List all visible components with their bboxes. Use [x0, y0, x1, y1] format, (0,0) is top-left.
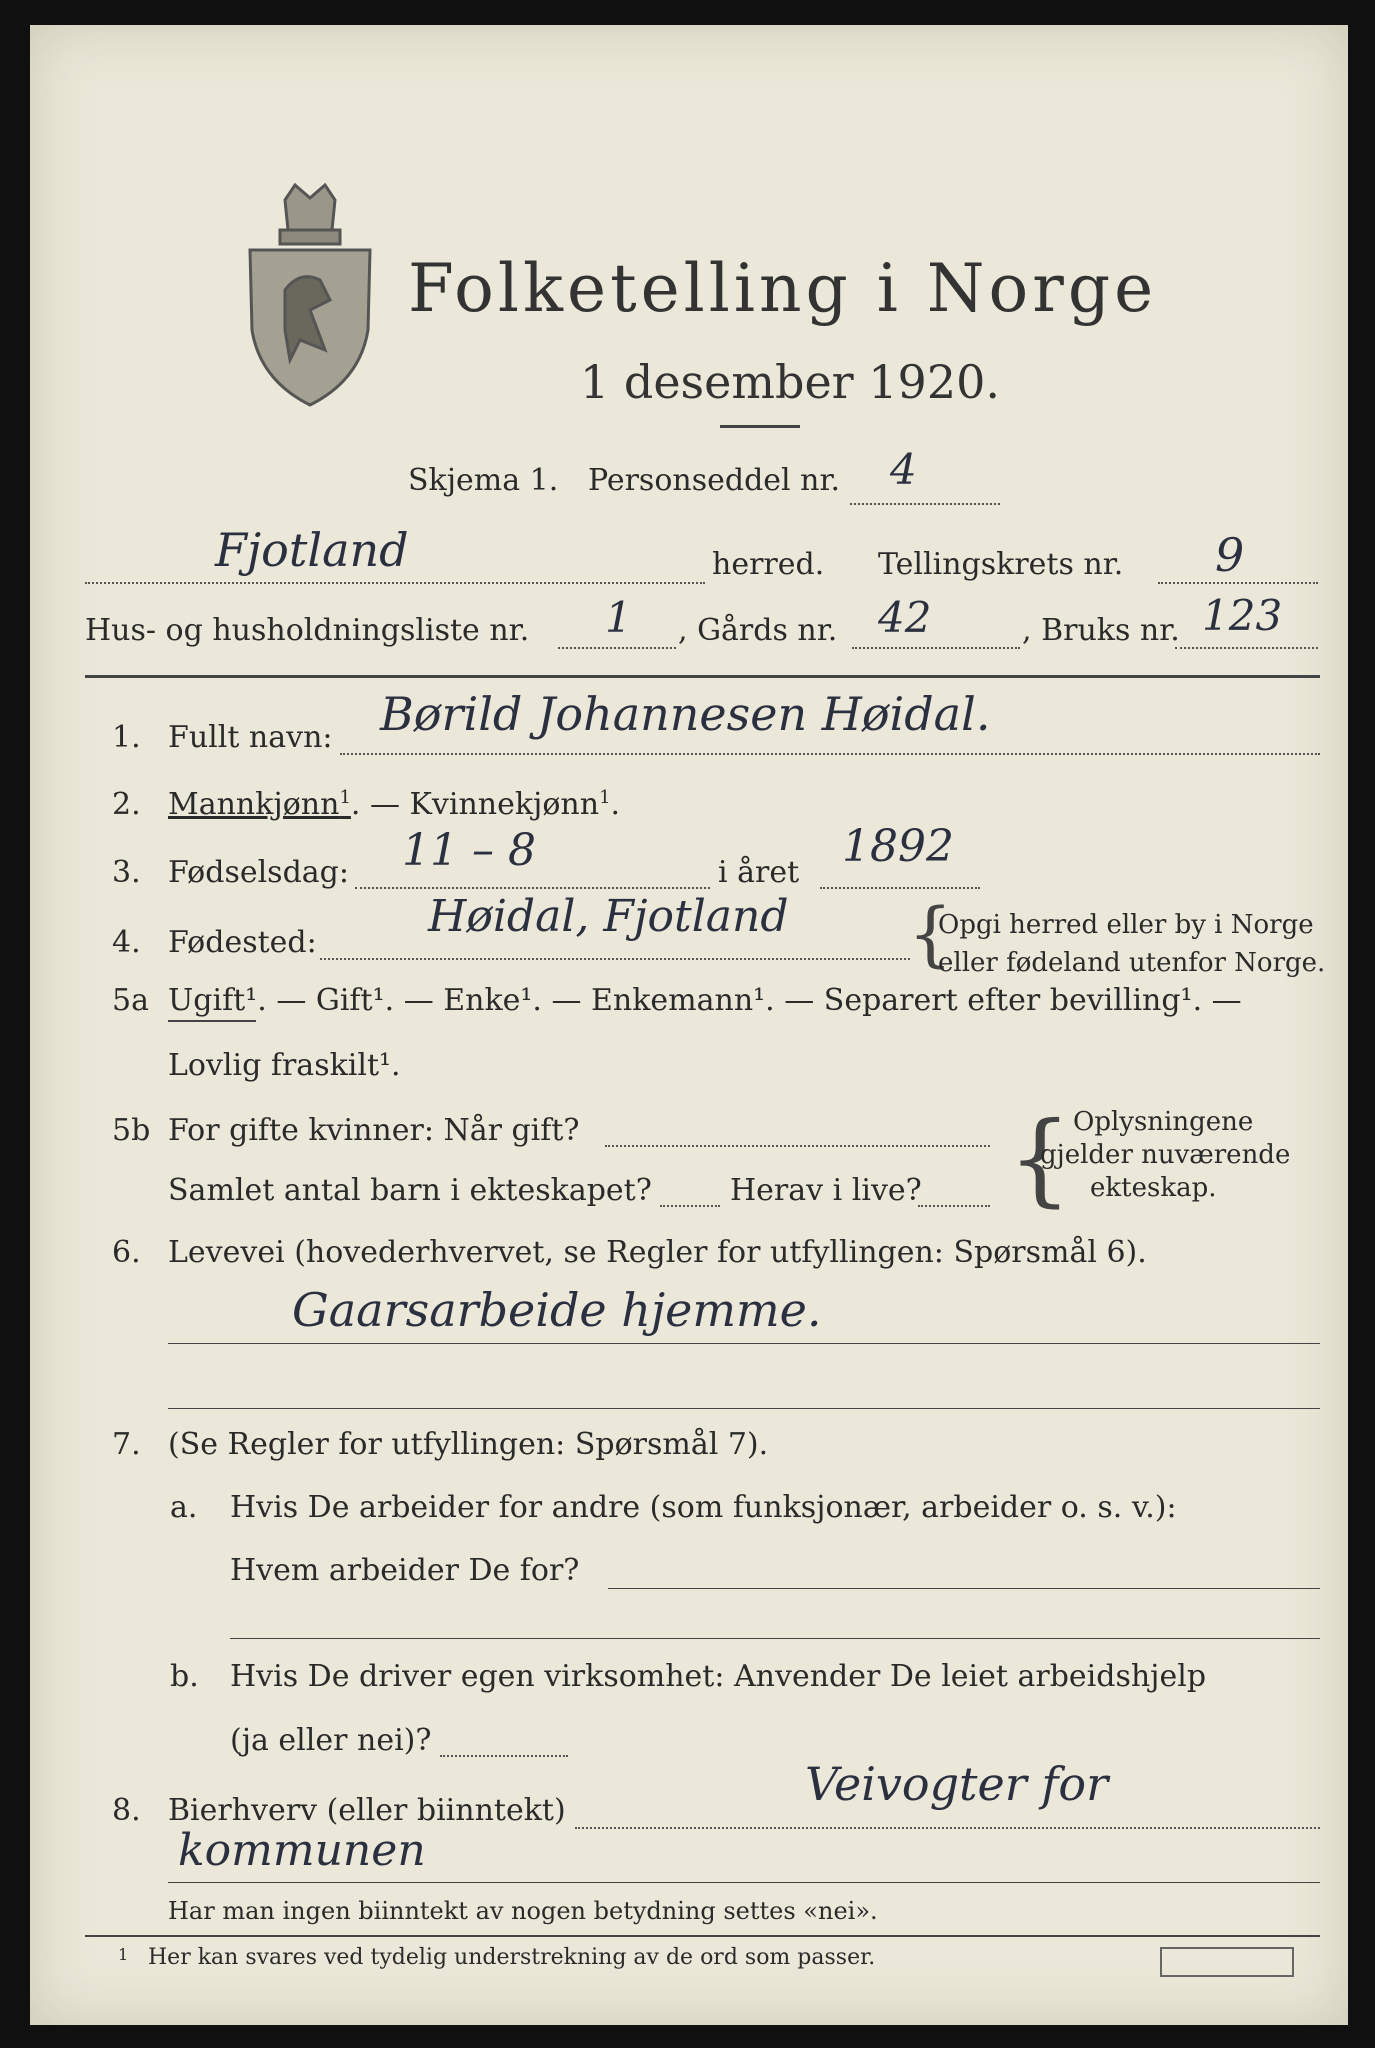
q3-label: Fødselsdag:: [168, 855, 349, 890]
herred-label: herred.: [712, 547, 825, 582]
q2-number: 2.: [112, 787, 141, 822]
footnote-mark: 1: [118, 1945, 129, 1964]
q1-number: 1.: [112, 720, 141, 755]
hus-line: [558, 647, 676, 649]
marriage-note-1: Oplysningene: [1073, 1107, 1254, 1137]
children-count-line: [660, 1205, 720, 1207]
option-male[interactable]: Mannkjønn$^1$: [168, 787, 351, 822]
year-label: i året: [718, 855, 800, 890]
side-income-note: Har man ingen biinntekt av nogen betydning settes «nei».: [168, 1897, 878, 1925]
birthdate-value[interactable]: 11 – 8: [402, 825, 536, 876]
q7b-line2: (ja eller nei)?: [230, 1723, 432, 1758]
q6-label: Levevei (hovederhvervet, se Regler for utfyllingen: Spørsmål 6).: [168, 1235, 1147, 1270]
q7b-letter: b.: [170, 1659, 199, 1694]
herred-line: [85, 582, 705, 584]
footnote-text: Her kan svares ved tydelig understrekning av de ord som passer.: [148, 1945, 876, 1970]
q5b-number: 5b: [112, 1113, 151, 1148]
option-female[interactable]: Kvinnekjønn$^1$: [409, 787, 611, 822]
birthplace-brace: {: [908, 893, 953, 975]
side-income-value-2[interactable]: kommunen: [178, 1825, 426, 1876]
q5b-line2a: Samlet antal barn i ekteskapet?: [168, 1173, 652, 1208]
married-date-line: [605, 1145, 990, 1147]
employer-line-2[interactable]: [230, 1638, 1320, 1639]
tellingskrets-value[interactable]: 9: [1215, 528, 1245, 582]
form-title: Folketelling i Norge: [408, 250, 1158, 327]
ugift-underline: [168, 1020, 256, 1022]
personseddel-value[interactable]: 4: [890, 445, 917, 494]
birthplace-value[interactable]: Høidal, Fjotland: [428, 891, 789, 942]
title-divider: [720, 425, 800, 428]
personseddel-label: Personseddel nr.: [588, 463, 841, 498]
footnote-separator: [85, 1935, 1320, 1937]
q2-options: Mannkjønn$^1$. — Kvinnekjønn$^1$.: [168, 787, 621, 822]
printer-mark: [1160, 1947, 1294, 1977]
hired-help-line[interactable]: [440, 1755, 568, 1757]
header-separator: [85, 675, 1320, 678]
bruks-value[interactable]: 123: [1202, 591, 1283, 640]
side-income-line-2: [168, 1882, 1320, 1883]
birthplace-note-2: eller fødeland utenfor Norge.: [938, 948, 1326, 978]
marital-status-options[interactable]: Ugift¹. — Gift¹. — Enke¹. — Enkemann¹. — Separert efter bevilling¹. —: [168, 983, 1242, 1018]
marriage-note-2: gjelder nuværende: [1040, 1140, 1291, 1170]
birthplace-note-1: Opgi herred eller by i Norge: [938, 910, 1314, 940]
coat-of-arms-icon: [240, 180, 380, 410]
q7-label: (Se Regler for utfyllingen: Spørsmål 7).: [168, 1427, 769, 1462]
gards-value[interactable]: 42: [878, 593, 932, 642]
q7a-line2: Hvem arbeider De for?: [230, 1553, 580, 1588]
gards-line: [852, 647, 1020, 649]
schema-label: Skjema 1.: [408, 463, 559, 498]
birthdate-line: [355, 887, 710, 889]
side-income-value-1[interactable]: Veivogter for: [805, 1757, 1109, 1811]
birth-year-value[interactable]: 1892: [842, 821, 954, 872]
tellingskrets-label: Tellingskrets nr.: [878, 547, 1124, 582]
side-income-line-1: [575, 1827, 1320, 1829]
q7a-line1: Hvis De arbeider for andre (som funksjonær, arbeider o. s. v.):: [230, 1490, 1177, 1525]
occupation-line-2: [168, 1408, 1320, 1409]
q4-number: 4.: [112, 925, 141, 960]
q3-number: 3.: [112, 855, 141, 890]
gards-label: , Gårds nr.: [678, 613, 838, 648]
q1-line: [340, 753, 1320, 755]
q7b-line1: Hvis De driver egen virksomhet: Anvender De leiet arbeidshjelp: [230, 1659, 1207, 1694]
q4-label: Fødested:: [168, 925, 317, 960]
herred-value[interactable]: Fjotland: [215, 523, 409, 577]
q7a-letter: a.: [170, 1490, 198, 1525]
children-alive-line: [918, 1205, 990, 1207]
q5a-number: 5a: [112, 983, 149, 1018]
q5b-line2b: Herav i live?: [730, 1173, 922, 1208]
q8-number: 8.: [112, 1793, 141, 1828]
occupation-line-1: [168, 1343, 1320, 1344]
tellingskrets-line: [1158, 582, 1318, 584]
marriage-note-3: ekteskap.: [1090, 1173, 1217, 1203]
hus-value[interactable]: 1: [605, 593, 632, 642]
q5b-line1: For gifte kvinner: Når gift?: [168, 1113, 580, 1148]
q8-label: Bierhverv (eller biinntekt): [168, 1793, 566, 1828]
year-line: [820, 887, 980, 889]
census-form: [30, 25, 1348, 2025]
q7-number: 7.: [112, 1427, 141, 1462]
marital-status-options-2[interactable]: Lovlig fraskilt¹.: [168, 1048, 401, 1083]
q1-label: Fullt navn:: [168, 720, 333, 755]
occupation-value[interactable]: Gaarsarbeide hjemme.: [292, 1283, 822, 1337]
hus-label: Hus- og husholdningsliste nr.: [85, 613, 530, 648]
birthplace-line: [320, 958, 910, 960]
employer-line-1[interactable]: [608, 1588, 1320, 1589]
q6-number: 6.: [112, 1235, 141, 1270]
bruks-label: , Bruks nr.: [1022, 613, 1180, 648]
marriage-brace: {: [1008, 1100, 1072, 1217]
form-date: 1 desember 1920.: [580, 355, 1000, 409]
bruks-line: [1175, 647, 1318, 649]
personseddel-line: [850, 503, 1000, 505]
full-name-value[interactable]: Børild Johannesen Høidal.: [380, 687, 991, 741]
